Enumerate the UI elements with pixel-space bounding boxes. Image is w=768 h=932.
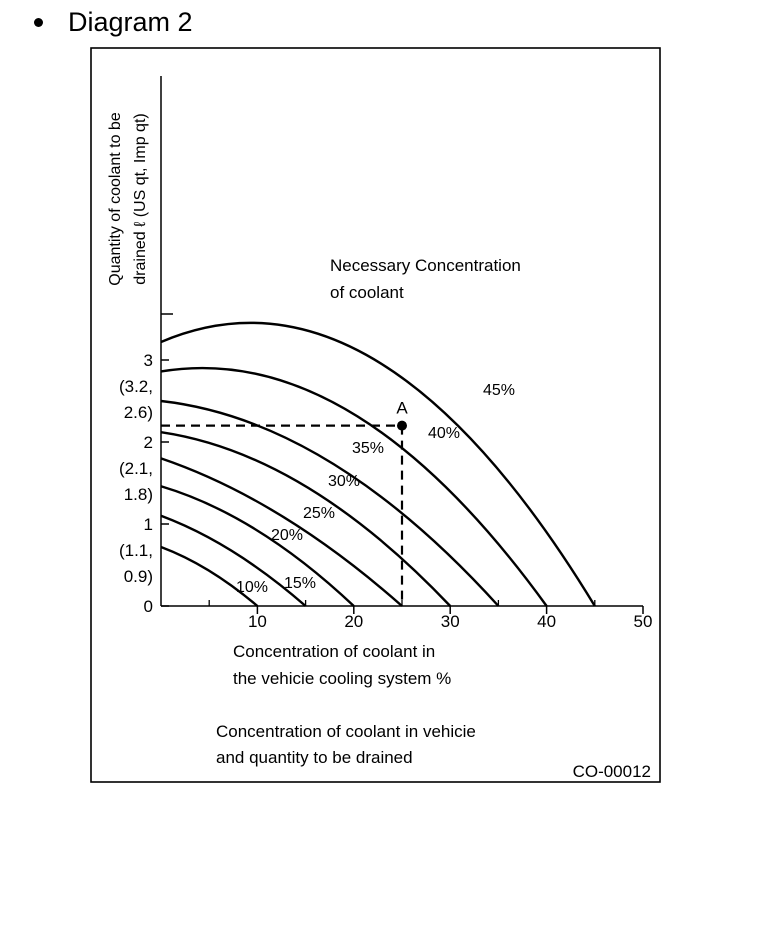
annotation-title: Necessary Concentration: [330, 256, 521, 275]
x-tick-label: 40: [537, 612, 557, 631]
series-label: 20%: [270, 527, 304, 544]
y-tick-label: (1.1,: [118, 541, 153, 560]
y-axis-label: [107, 112, 149, 286]
point-a-marker: [397, 421, 407, 431]
y-tick-label: 1: [143, 515, 153, 534]
chart-caption: and quantity to be drained: [216, 748, 413, 767]
curve-45pct: [161, 323, 595, 606]
y-tick-label: 3: [143, 351, 153, 370]
y-tick-label: 2.6): [123, 403, 153, 422]
figure-code: CO-00012: [572, 762, 651, 781]
x-tick-label: 20: [344, 612, 364, 631]
series-label: 15%: [283, 575, 317, 592]
concentration-curves: [161, 323, 595, 606]
y-tick-label: 2: [143, 433, 153, 452]
chart-labels: [107, 112, 652, 781]
annotation-title: of coolant: [330, 283, 404, 302]
x-tick-label: 30: [440, 612, 460, 631]
point-a-label: A: [396, 398, 408, 418]
x-tick-label: 10: [247, 612, 267, 631]
y-axis-label-line: Quantity of coolant to be: [107, 112, 124, 286]
y-tick-label: 0: [143, 597, 153, 616]
curve-10pct: [161, 547, 257, 606]
y-tick-label: (3.2,: [118, 377, 153, 396]
y-axis-label-line: drained ℓ (US qt, Imp qt): [132, 113, 149, 285]
series-label: 45%: [482, 382, 516, 399]
series-label: 35%: [351, 440, 385, 457]
x-axis-label: Concentration of coolant in: [233, 642, 436, 661]
series-label: 40%: [427, 425, 461, 442]
x-tick-label: 50: [633, 612, 653, 631]
series-label: 25%: [302, 505, 336, 522]
x-axis-label: the vehicie cooling system %: [233, 669, 452, 688]
y-tick-label: 1.8): [123, 485, 153, 504]
series-label: 10%: [235, 579, 269, 596]
series-label: 30%: [327, 473, 361, 490]
y-tick-label: (2.1,: [118, 459, 153, 478]
page-heading: Diagram 2: [68, 7, 193, 37]
chart-caption: Concentration of coolant in vehicie: [216, 722, 476, 741]
y-tick-label: 0.9): [123, 567, 153, 586]
